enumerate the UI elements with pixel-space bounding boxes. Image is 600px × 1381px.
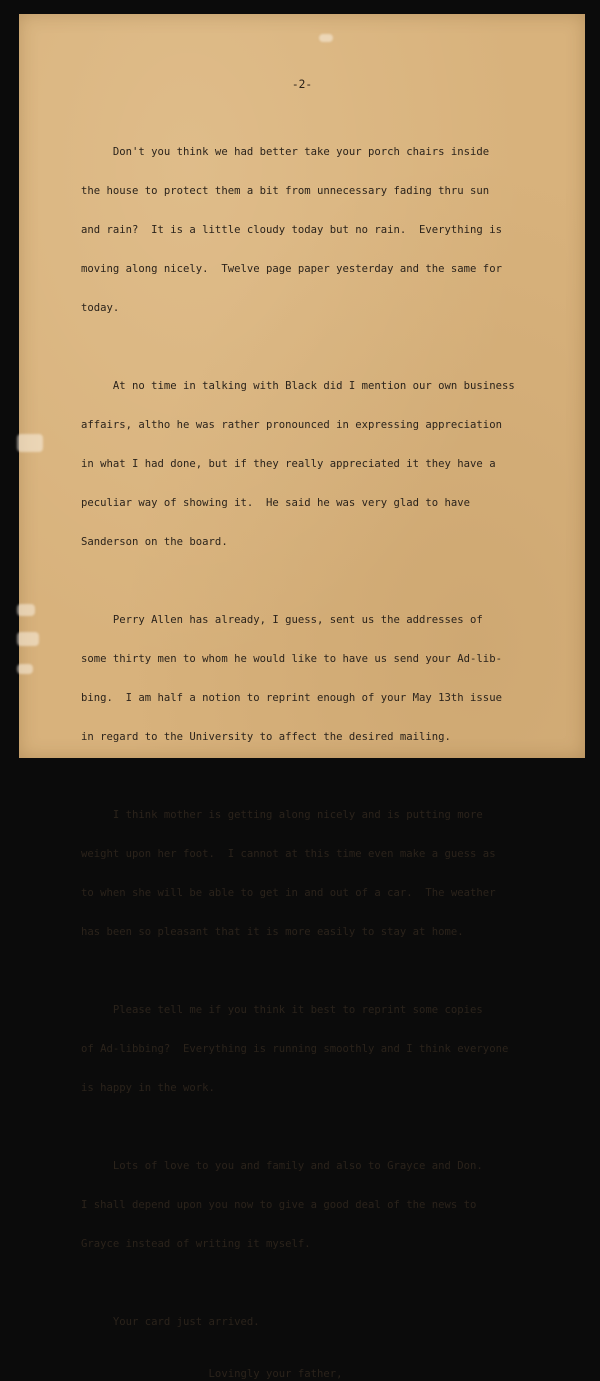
paragraph bbox=[81, 1290, 571, 1355]
paper-blemish bbox=[17, 664, 33, 674]
text-line: affairs, altho he was rather pronounced in expressing appreciation bbox=[81, 419, 502, 431]
text-line: to when she will be able to get in and out of a car. The weather bbox=[81, 887, 496, 899]
text-line: I think mother is getting along nicely and is putting more bbox=[81, 809, 483, 821]
page-number: -2- bbox=[291, 78, 313, 91]
paragraph bbox=[81, 120, 571, 341]
text-line: Your card just arrived. bbox=[81, 1316, 260, 1328]
paper-blemish bbox=[17, 632, 39, 646]
paragraph bbox=[81, 354, 571, 575]
text-line: Sanderson on the board. bbox=[81, 536, 228, 548]
paragraph bbox=[81, 588, 571, 770]
text-line: the house to protect them a bit from unnecessary fading thru sun bbox=[81, 185, 490, 197]
text-line: Please tell me if you think it best to reprint some copies bbox=[81, 1004, 483, 1016]
paper-blemish bbox=[319, 34, 333, 42]
letter-sheet bbox=[19, 14, 585, 1380]
text-line: some thirty men to whom he would like to have us send your Ad-lib- bbox=[81, 653, 502, 665]
text-line: moving along nicely. Twelve page paper yesterday and the same for bbox=[81, 263, 502, 275]
text-line: has been so pleasant that it is more easily to stay at home. bbox=[81, 926, 464, 938]
letter-body bbox=[81, 120, 571, 1381]
text-line: Don't you think we had better take your porch chairs inside bbox=[81, 146, 490, 158]
signature-closing: Lovingly your father, bbox=[81, 1368, 343, 1380]
text-line: Perry Allen has already, I guess, sent us the addresses of bbox=[81, 614, 483, 626]
paper-blemish bbox=[17, 434, 43, 452]
text-line: in what I had done, but if they really appreciated it they have a bbox=[81, 458, 496, 470]
text-line: is happy in the work. bbox=[81, 1082, 215, 1094]
text-line: weight upon her foot. I cannot at this time even make a guess as bbox=[81, 848, 496, 860]
paragraph bbox=[81, 783, 571, 965]
paper-blemish bbox=[17, 604, 35, 616]
paragraph bbox=[81, 1134, 571, 1277]
text-line: Grayce instead of writing it myself. bbox=[81, 1238, 311, 1250]
text-line: At no time in talking with Black did I mention our own business bbox=[81, 380, 515, 392]
text-line: today. bbox=[81, 302, 120, 314]
text-line: in regard to the University to affect the desired mailing. bbox=[81, 731, 451, 743]
text-line: bing. I am half a notion to reprint enough of your May 13th issue bbox=[81, 692, 502, 704]
text-line: and rain? It is a little cloudy today but no rain. Everything is bbox=[81, 224, 502, 236]
text-line: peculiar way of showing it. He said he was very glad to have bbox=[81, 497, 471, 509]
text-line: I shall depend upon you now to give a good deal of the news to bbox=[81, 1199, 477, 1211]
text-line: of Ad-libbing? Everything is running smoothly and I think everyone bbox=[81, 1043, 509, 1055]
text-line: Lots of love to you and family and also to Grayce and Don. bbox=[81, 1160, 483, 1172]
paragraph bbox=[81, 978, 571, 1121]
